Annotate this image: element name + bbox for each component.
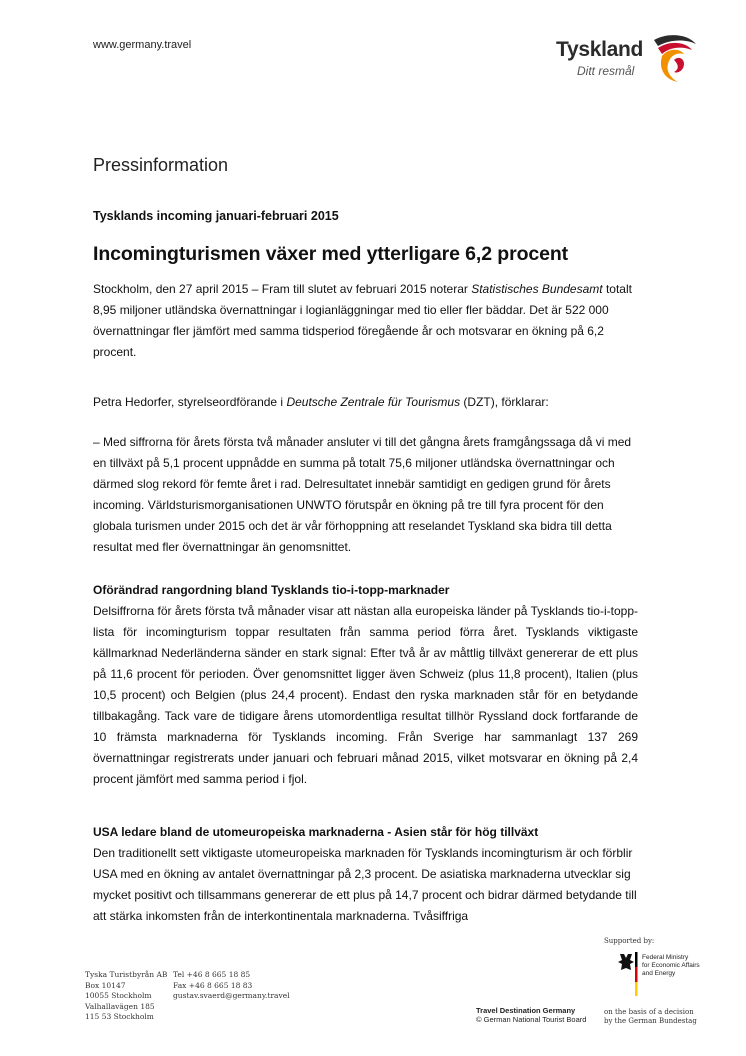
- tdg-line-1: Travel Destination Germany: [476, 1006, 576, 1015]
- federal-eagle-icon: [614, 952, 638, 996]
- tdg-line-2: © German National Tourist Board: [476, 1015, 587, 1024]
- paragraph-quote-intro: [93, 392, 638, 413]
- quote-intro-italic: Deutsche Zentrale für Tourismus: [286, 395, 461, 409]
- ministry-name: [642, 954, 700, 978]
- section-markets-title: Oförändrad rangordning bland Tysklands tio-i-topp-marknader: [93, 583, 450, 597]
- ministry-line: Federal Ministry: [642, 954, 689, 961]
- contact-email[interactable]: gustav.svaerd@germany.travel: [173, 991, 290, 1000]
- section-label: Pressinformation: [93, 155, 229, 175]
- intro-italic: Statistisches Bundesamt: [471, 282, 603, 296]
- section-usa-title: USA ledare bland de utomeuropeiska marknaderna - Asien står för hög tillväxt: [93, 825, 539, 839]
- address-line: 115 53 Stockholm: [85, 1012, 154, 1021]
- address-line: Valhallavägen 185: [85, 1001, 155, 1011]
- section-markets-text: Delsiffrorna för årets första två månader visar att nästan alla europeiska länder på Tysklands tio-i-topp-lista för incomingturism toppar resultaten från samma period förra året. Tysklands viktigaste källmarknad Nederländerna sänder en stark signal: Efter två år av måttlig tillväxt genererar de ett plus på 11,6 procent för perioden. Över genomsnittet ligger även Schweiz (plus 11,8 procent), Italien (plus 10,5 procent) och Belgien (plus 24,4 procent). Endast den ryska marknaden står för en betydande tillbakagång. Tack vare de tidigare årens utomordentliga resultat tillhör Ryssland dock fortfarande de 10 främsta marknaderna för Tysklands incoming. Från Sverige har sammanlagt 137 269 övernattningar registrerats under januari och februari månad 2015, vilket motsvarar en ökning på 2,4 procent jämfört med samma period i fjol.: [93, 604, 638, 786]
- paragraph-intro: [93, 279, 638, 363]
- footer-address: [85, 970, 167, 1023]
- logo-title: Tyskland: [556, 38, 644, 61]
- section-usa: [93, 822, 638, 927]
- section-usa-text: Den traditionellt sett viktigaste utomeuropeiska marknaden för Tysklands incomingturism är och förblir USA med en ökning av antalet övernattningar på 2,3 procent. De asiatiska marknaderna utvecklar sig mycket positivt och tillsammans genererar de ett plus på 14,7 procent och bidrar därmed betydande till att stärka inkomsten från de interkontinentala marknaderna. Tvåsiffriga: [93, 846, 637, 923]
- footer-tdg: [476, 1006, 586, 1024]
- basis-line: on the basis of a decision: [604, 1008, 694, 1016]
- address-line: Tyska Turistbyrån AB: [85, 970, 168, 979]
- basis-line: by the German Bundestag: [604, 1016, 697, 1025]
- contact-phone: Tel +46 8 665 18 85: [173, 970, 251, 979]
- intro-text-1: Stockholm, den 27 april 2015 – Fram till slutet av februari 2015 noterar: [93, 282, 472, 296]
- address-line: Box 10147: [85, 980, 126, 990]
- paragraph-quote: [93, 432, 638, 558]
- section-markets: [93, 580, 638, 790]
- contact-fax: Fax +46 8 665 18 83: [173, 980, 253, 990]
- address-line: 10055 Stockholm: [85, 991, 152, 1000]
- eagle-swoosh-icon: [648, 30, 700, 88]
- supported-by-label: Supported by:: [604, 937, 655, 945]
- ministry-logo: [614, 952, 714, 1000]
- ministry-line: for Economic Affairs: [642, 962, 700, 969]
- quote-text: – Med siffrorna för årets första två månader ansluter vi till det gångna årets framgångssaga då vi med en tillväxt på 5,1 procent uppnådde en summa på totalt 75,6 miljoner utländska övernattningar och därmed slog rekord för femte året i rad. Delresultatet innebär samtidigt en gedigen grund för årets incoming. Världsturismorganisationen UNWTO förutspår en ökning på tre till fyra procent för den globala turismen under 2015 och det är vår förhoppning att reselandet Tyskland ska bidra till detta resultat med fler övernattningar än genomsnittet.: [93, 435, 632, 554]
- intro-text-2: totalt 8,95 miljoner utländska övernattningar i logianläggningar med tio eller fler bäddar. Det är 522 000 övernattningar fler jämfört med samma tidsperiod föregående år och motsvarar en ökning på 6,2 procent.: [93, 282, 632, 359]
- quote-intro-text-1: Petra Hedorfer, styrelseordförande i: [93, 395, 287, 409]
- tyskland-logo: [540, 30, 700, 90]
- kicker: Tysklands incoming januari-februari 2015: [93, 209, 339, 223]
- quote-intro-text-2: (DZT), förklarar:: [460, 395, 549, 409]
- logo-subtitle: Ditt resmål: [577, 64, 635, 78]
- ministry-line: and Energy: [642, 970, 676, 977]
- footer-contact: [173, 970, 290, 1002]
- headline: Incomingturismen växer med ytterligare 6,2 procent: [93, 243, 569, 265]
- bundestag-basis: [604, 1008, 697, 1025]
- website-url[interactable]: www.germany.travel: [93, 39, 192, 51]
